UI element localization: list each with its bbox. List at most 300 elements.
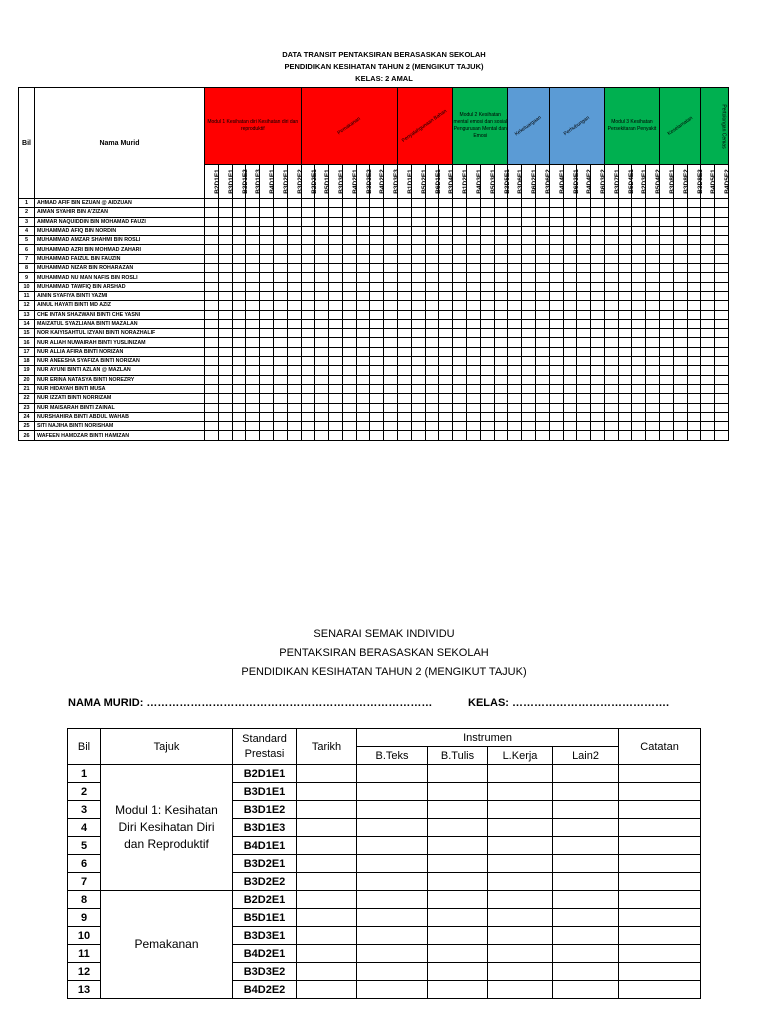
- score-cell[interactable]: [466, 347, 480, 356]
- tarikh-cell[interactable]: [297, 927, 357, 945]
- score-cell[interactable]: [315, 199, 329, 208]
- score-cell[interactable]: [618, 319, 632, 328]
- b-teks-cell[interactable]: [357, 909, 428, 927]
- score-cell[interactable]: [384, 282, 398, 291]
- score-cell[interactable]: [715, 208, 729, 217]
- score-cell[interactable]: [246, 301, 260, 310]
- score-cell[interactable]: [591, 226, 605, 235]
- score-cell[interactable]: [577, 357, 591, 366]
- score-cell[interactable]: [315, 226, 329, 235]
- score-cell[interactable]: [591, 338, 605, 347]
- score-cell[interactable]: [356, 403, 370, 412]
- score-cell[interactable]: [315, 310, 329, 319]
- score-cell[interactable]: [384, 422, 398, 431]
- b-tulis-cell[interactable]: [428, 909, 488, 927]
- score-cell[interactable]: [439, 431, 453, 440]
- score-cell[interactable]: [715, 422, 729, 431]
- score-cell[interactable]: [563, 199, 577, 208]
- l-kerja-cell[interactable]: [488, 855, 553, 873]
- score-cell[interactable]: [673, 310, 687, 319]
- score-cell[interactable]: [453, 226, 467, 235]
- score-cell[interactable]: [301, 394, 315, 403]
- score-cell[interactable]: [508, 422, 522, 431]
- score-cell[interactable]: [660, 291, 674, 300]
- score-cell[interactable]: [453, 291, 467, 300]
- score-cell[interactable]: [522, 217, 536, 226]
- score-cell[interactable]: [205, 282, 219, 291]
- score-cell[interactable]: [508, 264, 522, 273]
- score-cell[interactable]: [205, 375, 219, 384]
- score-cell[interactable]: [260, 264, 274, 273]
- score-cell[interactable]: [563, 217, 577, 226]
- score-cell[interactable]: [342, 329, 356, 338]
- score-cell[interactable]: [439, 208, 453, 217]
- score-cell[interactable]: [480, 291, 494, 300]
- b-teks-cell[interactable]: [357, 891, 428, 909]
- score-cell[interactable]: [260, 366, 274, 375]
- tarikh-cell[interactable]: [297, 963, 357, 981]
- score-cell[interactable]: [618, 422, 632, 431]
- score-cell[interactable]: [604, 431, 618, 440]
- score-cell[interactable]: [260, 422, 274, 431]
- score-cell[interactable]: [411, 422, 425, 431]
- lain2-cell[interactable]: [553, 873, 619, 891]
- score-cell[interactable]: [618, 394, 632, 403]
- score-cell[interactable]: [618, 264, 632, 273]
- score-cell[interactable]: [549, 366, 563, 375]
- score-cell[interactable]: [205, 329, 219, 338]
- score-cell[interactable]: [508, 357, 522, 366]
- score-cell[interactable]: [646, 319, 660, 328]
- score-cell[interactable]: [287, 394, 301, 403]
- score-cell[interactable]: [398, 338, 412, 347]
- score-cell[interactable]: [425, 431, 439, 440]
- score-cell[interactable]: [246, 291, 260, 300]
- catatan-cell[interactable]: [619, 837, 701, 855]
- score-cell[interactable]: [563, 301, 577, 310]
- b-teks-cell[interactable]: [357, 855, 428, 873]
- score-cell[interactable]: [494, 245, 508, 254]
- score-cell[interactable]: [618, 291, 632, 300]
- score-cell[interactable]: [411, 301, 425, 310]
- score-cell[interactable]: [370, 217, 384, 226]
- score-cell[interactable]: [646, 264, 660, 273]
- score-cell[interactable]: [315, 431, 329, 440]
- score-cell[interactable]: [701, 245, 715, 254]
- score-cell[interactable]: [246, 264, 260, 273]
- score-cell[interactable]: [522, 347, 536, 356]
- score-cell[interactable]: [218, 226, 232, 235]
- score-cell[interactable]: [577, 403, 591, 412]
- score-cell[interactable]: [398, 422, 412, 431]
- score-cell[interactable]: [301, 431, 315, 440]
- lain2-cell[interactable]: [553, 891, 619, 909]
- score-cell[interactable]: [494, 319, 508, 328]
- score-cell[interactable]: [508, 338, 522, 347]
- score-cell[interactable]: [453, 199, 467, 208]
- score-cell[interactable]: [618, 254, 632, 263]
- score-cell[interactable]: [398, 245, 412, 254]
- score-cell[interactable]: [356, 310, 370, 319]
- score-cell[interactable]: [701, 384, 715, 393]
- score-cell[interactable]: [687, 208, 701, 217]
- score-cell[interactable]: [604, 199, 618, 208]
- score-cell[interactable]: [508, 403, 522, 412]
- score-cell[interactable]: [273, 236, 287, 245]
- score-cell[interactable]: [218, 403, 232, 412]
- score-cell[interactable]: [632, 226, 646, 235]
- score-cell[interactable]: [618, 208, 632, 217]
- score-cell[interactable]: [315, 403, 329, 412]
- score-cell[interactable]: [232, 412, 246, 421]
- score-cell[interactable]: [398, 291, 412, 300]
- score-cell[interactable]: [466, 226, 480, 235]
- score-cell[interactable]: [632, 245, 646, 254]
- score-cell[interactable]: [687, 403, 701, 412]
- b-teks-cell[interactable]: [357, 945, 428, 963]
- score-cell[interactable]: [301, 273, 315, 282]
- score-cell[interactable]: [466, 384, 480, 393]
- score-cell[interactable]: [260, 329, 274, 338]
- score-cell[interactable]: [549, 310, 563, 319]
- score-cell[interactable]: [273, 403, 287, 412]
- l-kerja-cell[interactable]: [488, 801, 553, 819]
- score-cell[interactable]: [425, 394, 439, 403]
- score-cell[interactable]: [273, 217, 287, 226]
- score-cell[interactable]: [618, 412, 632, 421]
- score-cell[interactable]: [591, 254, 605, 263]
- score-cell[interactable]: [411, 394, 425, 403]
- score-cell[interactable]: [370, 403, 384, 412]
- score-cell[interactable]: [439, 301, 453, 310]
- tarikh-cell[interactable]: [297, 819, 357, 837]
- score-cell[interactable]: [604, 236, 618, 245]
- score-cell[interactable]: [701, 412, 715, 421]
- score-cell[interactable]: [480, 357, 494, 366]
- score-cell[interactable]: [646, 384, 660, 393]
- score-cell[interactable]: [715, 254, 729, 263]
- score-cell[interactable]: [604, 301, 618, 310]
- score-cell[interactable]: [494, 199, 508, 208]
- score-cell[interactable]: [535, 301, 549, 310]
- score-cell[interactable]: [563, 245, 577, 254]
- score-cell[interactable]: [273, 254, 287, 263]
- score-cell[interactable]: [342, 245, 356, 254]
- score-cell[interactable]: [356, 329, 370, 338]
- score-cell[interactable]: [508, 329, 522, 338]
- score-cell[interactable]: [687, 319, 701, 328]
- score-cell[interactable]: [342, 236, 356, 245]
- score-cell[interactable]: [260, 301, 274, 310]
- score-cell[interactable]: [646, 422, 660, 431]
- score-cell[interactable]: [439, 226, 453, 235]
- score-cell[interactable]: [632, 273, 646, 282]
- score-cell[interactable]: [535, 208, 549, 217]
- score-cell[interactable]: [549, 394, 563, 403]
- score-cell[interactable]: [246, 245, 260, 254]
- score-cell[interactable]: [218, 338, 232, 347]
- score-cell[interactable]: [370, 301, 384, 310]
- score-cell[interactable]: [466, 236, 480, 245]
- score-cell[interactable]: [591, 347, 605, 356]
- score-cell[interactable]: [329, 366, 343, 375]
- b-tulis-cell[interactable]: [428, 891, 488, 909]
- score-cell[interactable]: [260, 226, 274, 235]
- score-cell[interactable]: [591, 273, 605, 282]
- score-cell[interactable]: [329, 236, 343, 245]
- score-cell[interactable]: [411, 338, 425, 347]
- score-cell[interactable]: [577, 301, 591, 310]
- score-cell[interactable]: [549, 226, 563, 235]
- score-cell[interactable]: [453, 375, 467, 384]
- score-cell[interactable]: [535, 319, 549, 328]
- score-cell[interactable]: [246, 375, 260, 384]
- score-cell[interactable]: [549, 384, 563, 393]
- score-cell[interactable]: [508, 319, 522, 328]
- score-cell[interactable]: [287, 338, 301, 347]
- score-cell[interactable]: [301, 357, 315, 366]
- score-cell[interactable]: [384, 264, 398, 273]
- score-cell[interactable]: [453, 301, 467, 310]
- score-cell[interactable]: [715, 403, 729, 412]
- score-cell[interactable]: [715, 273, 729, 282]
- score-cell[interactable]: [301, 264, 315, 273]
- score-cell[interactable]: [466, 375, 480, 384]
- score-cell[interactable]: [480, 245, 494, 254]
- score-cell[interactable]: [370, 384, 384, 393]
- score-cell[interactable]: [218, 291, 232, 300]
- score-cell[interactable]: [315, 384, 329, 393]
- score-cell[interactable]: [549, 264, 563, 273]
- score-cell[interactable]: [205, 264, 219, 273]
- score-cell[interactable]: [356, 301, 370, 310]
- catatan-cell[interactable]: [619, 855, 701, 873]
- score-cell[interactable]: [549, 236, 563, 245]
- score-cell[interactable]: [618, 245, 632, 254]
- score-cell[interactable]: [232, 319, 246, 328]
- score-cell[interactable]: [466, 254, 480, 263]
- score-cell[interactable]: [329, 217, 343, 226]
- score-cell[interactable]: [687, 236, 701, 245]
- score-cell[interactable]: [439, 412, 453, 421]
- score-cell[interactable]: [577, 273, 591, 282]
- lain2-cell[interactable]: [553, 765, 619, 783]
- score-cell[interactable]: [494, 357, 508, 366]
- score-cell[interactable]: [494, 236, 508, 245]
- score-cell[interactable]: [356, 199, 370, 208]
- score-cell[interactable]: [205, 254, 219, 263]
- score-cell[interactable]: [563, 310, 577, 319]
- score-cell[interactable]: [591, 217, 605, 226]
- score-cell[interactable]: [439, 338, 453, 347]
- score-cell[interactable]: [687, 357, 701, 366]
- score-cell[interactable]: [632, 236, 646, 245]
- score-cell[interactable]: [673, 282, 687, 291]
- score-cell[interactable]: [577, 338, 591, 347]
- score-cell[interactable]: [246, 329, 260, 338]
- score-cell[interactable]: [356, 319, 370, 328]
- score-cell[interactable]: [522, 403, 536, 412]
- score-cell[interactable]: [342, 347, 356, 356]
- score-cell[interactable]: [287, 291, 301, 300]
- score-cell[interactable]: [466, 264, 480, 273]
- score-cell[interactable]: [577, 384, 591, 393]
- score-cell[interactable]: [273, 319, 287, 328]
- score-cell[interactable]: [287, 375, 301, 384]
- score-cell[interactable]: [301, 226, 315, 235]
- score-cell[interactable]: [218, 310, 232, 319]
- score-cell[interactable]: [646, 329, 660, 338]
- score-cell[interactable]: [329, 375, 343, 384]
- score-cell[interactable]: [384, 375, 398, 384]
- score-cell[interactable]: [701, 301, 715, 310]
- score-cell[interactable]: [466, 338, 480, 347]
- score-cell[interactable]: [260, 375, 274, 384]
- score-cell[interactable]: [411, 375, 425, 384]
- score-cell[interactable]: [287, 245, 301, 254]
- catatan-cell[interactable]: [619, 945, 701, 963]
- score-cell[interactable]: [342, 217, 356, 226]
- score-cell[interactable]: [260, 282, 274, 291]
- score-cell[interactable]: [660, 236, 674, 245]
- score-cell[interactable]: [508, 273, 522, 282]
- score-cell[interactable]: [370, 412, 384, 421]
- tarikh-cell[interactable]: [297, 873, 357, 891]
- score-cell[interactable]: [701, 329, 715, 338]
- score-cell[interactable]: [356, 366, 370, 375]
- score-cell[interactable]: [632, 291, 646, 300]
- score-cell[interactable]: [660, 254, 674, 263]
- score-cell[interactable]: [453, 384, 467, 393]
- score-cell[interactable]: [246, 319, 260, 328]
- score-cell[interactable]: [218, 431, 232, 440]
- score-cell[interactable]: [356, 338, 370, 347]
- score-cell[interactable]: [660, 375, 674, 384]
- score-cell[interactable]: [660, 245, 674, 254]
- score-cell[interactable]: [701, 264, 715, 273]
- score-cell[interactable]: [205, 236, 219, 245]
- score-cell[interactable]: [246, 431, 260, 440]
- score-cell[interactable]: [232, 226, 246, 235]
- score-cell[interactable]: [577, 375, 591, 384]
- score-cell[interactable]: [301, 282, 315, 291]
- score-cell[interactable]: [287, 347, 301, 356]
- score-cell[interactable]: [384, 329, 398, 338]
- score-cell[interactable]: [205, 347, 219, 356]
- score-cell[interactable]: [218, 199, 232, 208]
- score-cell[interactable]: [411, 236, 425, 245]
- score-cell[interactable]: [563, 319, 577, 328]
- score-cell[interactable]: [673, 375, 687, 384]
- score-cell[interactable]: [494, 412, 508, 421]
- score-cell[interactable]: [535, 384, 549, 393]
- score-cell[interactable]: [660, 366, 674, 375]
- score-cell[interactable]: [673, 301, 687, 310]
- score-cell[interactable]: [398, 264, 412, 273]
- score-cell[interactable]: [246, 273, 260, 282]
- score-cell[interactable]: [329, 431, 343, 440]
- score-cell[interactable]: [494, 264, 508, 273]
- score-cell[interactable]: [232, 357, 246, 366]
- score-cell[interactable]: [508, 301, 522, 310]
- score-cell[interactable]: [466, 199, 480, 208]
- score-cell[interactable]: [246, 347, 260, 356]
- score-cell[interactable]: [384, 226, 398, 235]
- score-cell[interactable]: [715, 199, 729, 208]
- score-cell[interactable]: [439, 199, 453, 208]
- score-cell[interactable]: [604, 412, 618, 421]
- score-cell[interactable]: [715, 301, 729, 310]
- score-cell[interactable]: [632, 199, 646, 208]
- score-cell[interactable]: [563, 291, 577, 300]
- score-cell[interactable]: [273, 422, 287, 431]
- score-cell[interactable]: [466, 403, 480, 412]
- score-cell[interactable]: [425, 245, 439, 254]
- score-cell[interactable]: [287, 422, 301, 431]
- score-cell[interactable]: [480, 329, 494, 338]
- score-cell[interactable]: [591, 366, 605, 375]
- score-cell[interactable]: [577, 431, 591, 440]
- score-cell[interactable]: [701, 217, 715, 226]
- score-cell[interactable]: [618, 310, 632, 319]
- score-cell[interactable]: [218, 301, 232, 310]
- score-cell[interactable]: [522, 431, 536, 440]
- score-cell[interactable]: [425, 264, 439, 273]
- score-cell[interactable]: [494, 254, 508, 263]
- score-cell[interactable]: [246, 394, 260, 403]
- score-cell[interactable]: [715, 338, 729, 347]
- score-cell[interactable]: [287, 264, 301, 273]
- score-cell[interactable]: [660, 273, 674, 282]
- score-cell[interactable]: [329, 273, 343, 282]
- score-cell[interactable]: [604, 282, 618, 291]
- score-cell[interactable]: [260, 254, 274, 263]
- score-cell[interactable]: [453, 245, 467, 254]
- score-cell[interactable]: [480, 199, 494, 208]
- b-tulis-cell[interactable]: [428, 981, 488, 999]
- score-cell[interactable]: [508, 245, 522, 254]
- score-cell[interactable]: [287, 226, 301, 235]
- score-cell[interactable]: [715, 217, 729, 226]
- score-cell[interactable]: [246, 366, 260, 375]
- score-cell[interactable]: [673, 199, 687, 208]
- tarikh-cell[interactable]: [297, 981, 357, 999]
- score-cell[interactable]: [205, 394, 219, 403]
- score-cell[interactable]: [591, 357, 605, 366]
- score-cell[interactable]: [425, 422, 439, 431]
- b-teks-cell[interactable]: [357, 765, 428, 783]
- score-cell[interactable]: [687, 338, 701, 347]
- catatan-cell[interactable]: [619, 909, 701, 927]
- score-cell[interactable]: [356, 226, 370, 235]
- score-cell[interactable]: [522, 245, 536, 254]
- score-cell[interactable]: [370, 431, 384, 440]
- score-cell[interactable]: [522, 310, 536, 319]
- score-cell[interactable]: [646, 301, 660, 310]
- score-cell[interactable]: [494, 384, 508, 393]
- score-cell[interactable]: [522, 412, 536, 421]
- score-cell[interactable]: [646, 236, 660, 245]
- score-cell[interactable]: [549, 199, 563, 208]
- score-cell[interactable]: [618, 226, 632, 235]
- l-kerja-cell[interactable]: [488, 873, 553, 891]
- score-cell[interactable]: [329, 412, 343, 421]
- b-tulis-cell[interactable]: [428, 765, 488, 783]
- score-cell[interactable]: [480, 431, 494, 440]
- score-cell[interactable]: [315, 254, 329, 263]
- score-cell[interactable]: [301, 217, 315, 226]
- score-cell[interactable]: [508, 282, 522, 291]
